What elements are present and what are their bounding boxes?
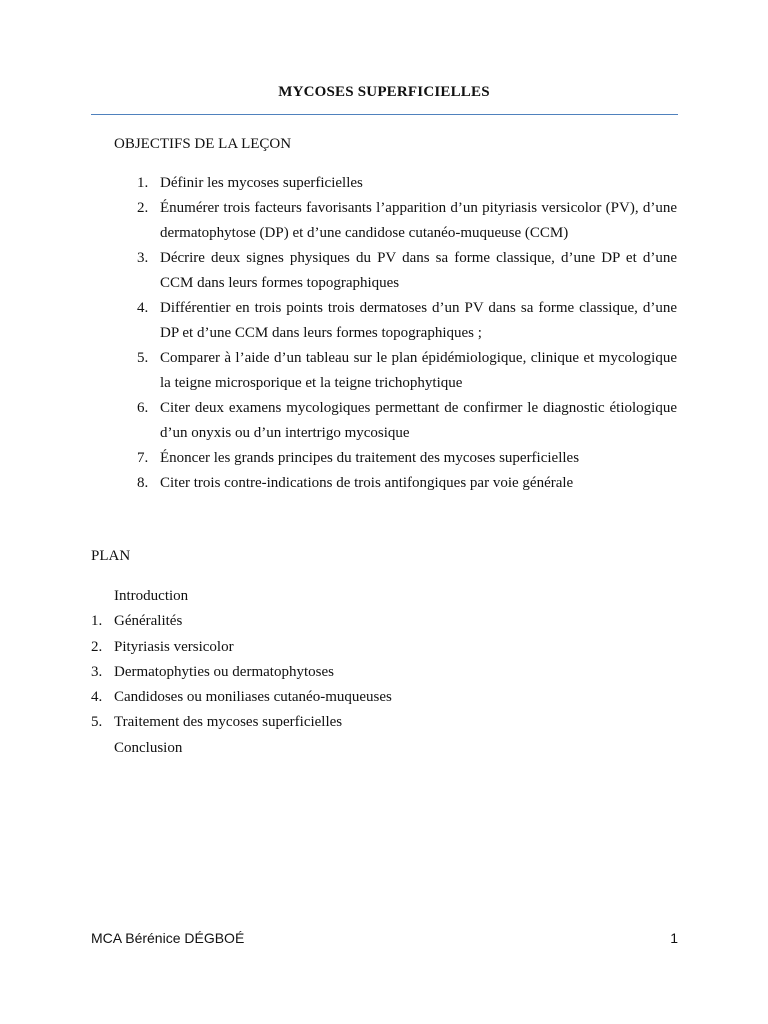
plan-item <box>91 609 678 634</box>
plan-item <box>91 710 678 735</box>
objective-number: 5. <box>137 350 149 366</box>
plan-item <box>91 660 678 685</box>
plan-item <box>91 635 678 660</box>
plan-item <box>91 736 678 761</box>
objectives-list <box>114 171 677 496</box>
plan-list <box>91 584 678 761</box>
page-title: MYCOSES SUPERFICIELLES <box>278 84 490 100</box>
objective-number: 6. <box>137 400 149 416</box>
objective-item <box>114 246 677 296</box>
objective-text: Énoncer les grands principes du traitement des mycoses superficielles <box>160 450 580 466</box>
objective-item <box>114 196 677 246</box>
objective-text: Décrire deux signes physiques du PV dans sa forme classique, d’une DP et d’une CCM dans leurs formes topographiques <box>160 250 677 291</box>
plan-heading: PLAN <box>91 548 131 564</box>
plan-text: Candidoses ou moniliases cutanéo-muqueuses <box>114 689 392 706</box>
objective-number: 8. <box>137 475 149 491</box>
objective-item <box>114 396 677 446</box>
footer-author: MCA Bérénice DÉGBOÉ <box>91 930 245 946</box>
plan-text: Traitement des mycoses superficielles <box>114 714 343 731</box>
objective-text: Différentier en trois points trois dermatoses d’un PV dans sa forme classique, d’une DP et d’une CCM dans leurs formes topographiques ; <box>160 300 677 341</box>
objective-text: Définir les mycoses superficielles <box>160 175 363 191</box>
objective-item <box>114 471 677 496</box>
plan-number: 3. <box>91 663 103 680</box>
plan-number: 2. <box>91 638 103 655</box>
objective-number: 7. <box>137 450 149 466</box>
footer-page-number: 1 <box>670 930 678 946</box>
objective-number: 2. <box>137 200 149 216</box>
plan-text: Pityriasis versicolor <box>114 638 234 655</box>
plan-item <box>91 584 678 609</box>
objective-text: Comparer à l’aide d’un tableau sur le plan épidémiologique, clinique et mycologique la teigne microsporique et la teigne trichophytique <box>160 350 677 391</box>
objective-number: 4. <box>137 300 149 316</box>
objective-number: 1. <box>137 175 149 191</box>
plan-item <box>91 685 678 710</box>
objective-item <box>114 346 677 396</box>
plan-text: Conclusion <box>114 739 183 756</box>
objective-item <box>114 171 677 196</box>
objective-text: Énumérer trois facteurs favorisants l’apparition d’un pityriasis versicolor (PV), d’une dermatophytose (DP) et d’une candidose cutanéo-muqueuse (CCM) <box>160 200 677 241</box>
objective-item <box>114 296 677 346</box>
plan-number: 5. <box>91 714 103 731</box>
plan-text: Introduction <box>114 588 189 604</box>
objective-number: 3. <box>137 250 149 266</box>
plan-number: 1. <box>91 613 103 630</box>
plan-text: Généralités <box>114 613 183 630</box>
title-divider <box>91 114 678 115</box>
plan-number: 4. <box>91 689 103 706</box>
objectives-heading: OBJECTIFS DE LA LEÇON <box>114 136 292 152</box>
plan-text: Dermatophyties ou dermatophytoses <box>114 663 334 680</box>
objective-text: Citer deux examens mycologiques permettant de confirmer le diagnostic étiologique d’un onyxis ou d’un intertrigo mycosique <box>160 400 677 441</box>
objective-text: Citer trois contre-indications de trois antifongiques par voie générale <box>160 475 574 491</box>
objective-item <box>114 446 677 471</box>
